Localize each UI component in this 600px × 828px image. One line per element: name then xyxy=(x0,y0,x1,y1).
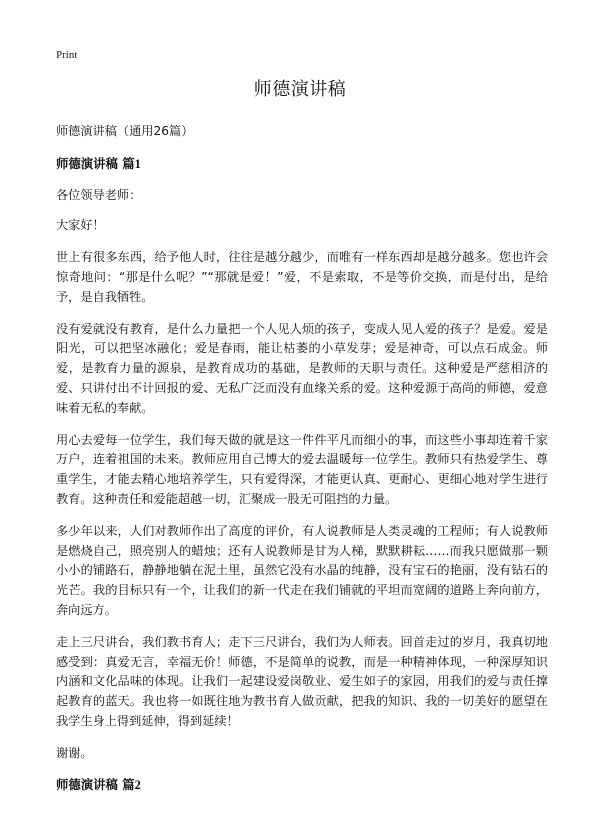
paragraph: 没有爱就没有教育，是什么力量把一个人见人烦的孩子，变成人见人爱的孩子？是爱。爱是阳光，可以把坚冰融化；爱是春雨，能让枯萎的小草发芽；爱是神奇，可以点石成金。师爱，是教育力量的源泉，是教育成功的基础，是教师的天职与责任。这种爱是严慈相济的爱、只讲付出不计回报的爱、无私广泛而没有血缘关系的爱。这种爱源于高尚的师德，爱意味着无私的奉献。 xyxy=(56,321,548,415)
paragraph: 走上三尺讲台，我们教书育人；走下三尺讲台，我们为人师表。回首走过的岁月，我真切地感受到：真爱无言，幸福无价！师德，不是简单的说教，而是一种精神体现，一种深厚知识内涵和文化品味的体现。让我们一起建设爱岗敬业、爱生如子的家园，用我们的爱与责任撑起教育的蓝天。我也将一如既往地为教书育人做贡献，把我的知识、我的一切美好的愿望在我学生身上得到延伸，得到延续！ xyxy=(56,634,548,728)
section-heading-2 xyxy=(56,775,548,796)
document-body xyxy=(56,122,548,806)
paragraph: 多少年以来，人们对教师作出了高度的评价，有人说教师是人类灵魂的工程师；有人说教师是燃烧自己，照亮别人的蜡烛；还有人说教师是甘为人梯，默默耕耘……而我只愿做那一颗小小的铺路石，静静地躺在泥土里，虽然它没有水晶的纯静，没有宝石的艳丽，没有钻石的光芒。我的目标只有一个，让我们的新一代走在我们铺就的平坦而宽阔的道路上奔向前方，奔向远方。 xyxy=(56,523,548,617)
paragraph: 世上有很多东西，给予他人时，往往是越分越少，而唯有一样东西却是越分越多。您也许会惊奇地问：“那是什么呢？”“那就是爱！”爱，不是索取，不是等价交换，而是付出，是给予，是自我牺牲。 xyxy=(56,250,548,304)
section-heading-text: 师德演讲稿 篇 xyxy=(56,776,135,792)
section-heading-1 xyxy=(56,154,548,175)
salutation: 各位领导老师： xyxy=(56,187,142,202)
greeting: 大家好！ xyxy=(56,218,105,233)
closing-text: 谢谢。 xyxy=(56,745,93,760)
print-link[interactable]: Print xyxy=(56,49,78,61)
section-heading-number: 1 xyxy=(134,156,141,171)
document-subtitle: 师德演讲稿（通用26篇） xyxy=(56,124,194,138)
paragraph: 用心去爱每一位学生，我们每天做的就是这一件件平凡而细小的事，而这些小事却连着千家万户，连着祖国的未来。教师应用自己博大的爱去温暖每一位学生。教师只有热爱学生、尊重学生，才能去精心地培养学生，只有爱得深，才能更认真、更耐心、更细心地对学生进行教育。这种责任和爱能超越一切，汇聚成一股无可阻挡的力量。 xyxy=(56,432,548,506)
section-heading-text: 师德演讲稿 篇 xyxy=(56,155,135,171)
page-title: 师德演讲稿 xyxy=(253,79,347,100)
section-heading-number: 2 xyxy=(134,777,141,792)
